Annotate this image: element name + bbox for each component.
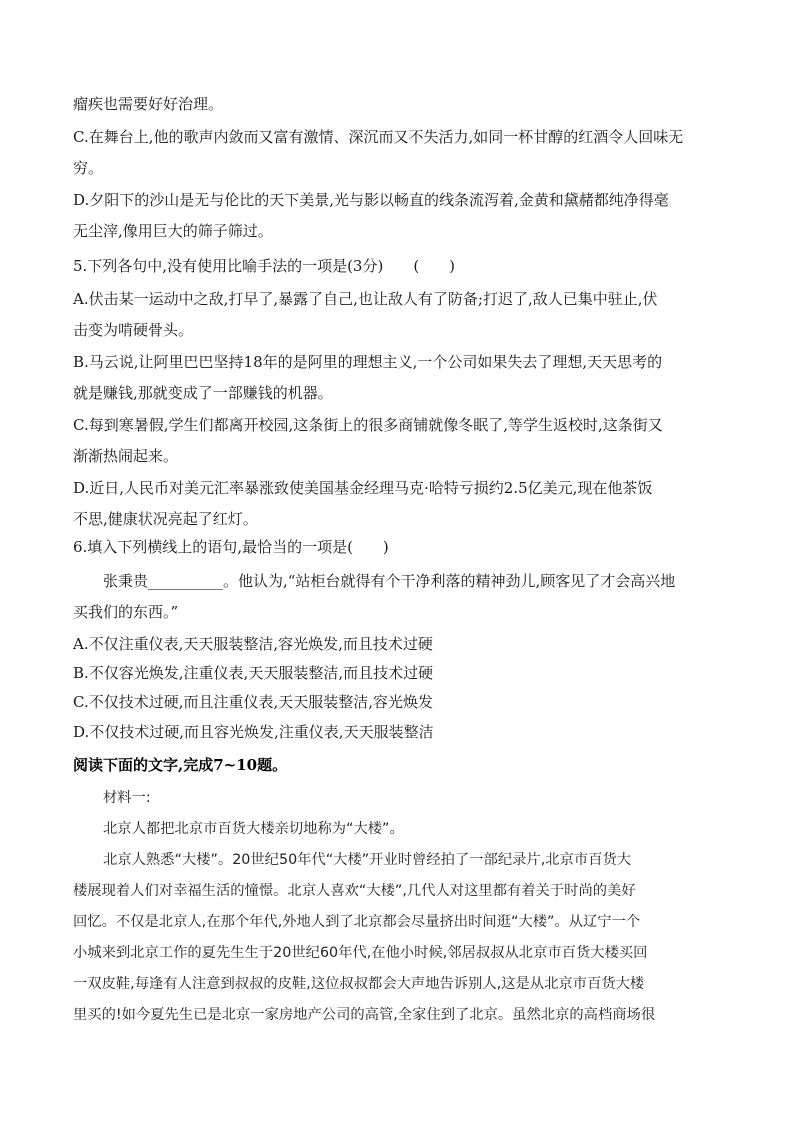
question-5-option-c: C.每到寒暑假,学生们都离开校园,这条街上的很多商铺就像冬眠了,等学生返校时,这条街又 bbox=[73, 416, 663, 434]
text-line: 击变为啃硬骨头。 bbox=[73, 321, 194, 339]
question-4-option-c: C.在舞台上,他的歌声内敛而又富有激情、深沉而又不失活力,如同一杯甘醇的红酒令人回味无 bbox=[73, 128, 684, 146]
text-line: 无尘滓,像用巨大的筛子筛过。 bbox=[73, 222, 273, 240]
material-paragraph-line: 北京人都把北京市百货大楼亲切地称为“大楼”。 bbox=[103, 821, 404, 837]
text-line: 就是赚钱,那就变成了一部赚钱的机器。 bbox=[73, 384, 333, 402]
text-line: 瘤疾也需要好好治理。 bbox=[73, 95, 224, 113]
question-6-option-c: C.不仅技术过硬,而且注重仪表,天天服装整洁,容光焕发 bbox=[73, 693, 434, 711]
text-line: 穷。 bbox=[73, 159, 104, 177]
question-5-option-a: A.伏击某一运动中之敌,打早了,暴露了自己,也让敌人有了防备;打迟了,敌人已集中驻止,伏 bbox=[73, 290, 658, 308]
material-paragraph-line: 回忆。不仅是北京人,在那个年代,外地人到了北京都会尽量挤出时间逛“大楼”。从辽宁一个 bbox=[73, 914, 641, 930]
material-paragraph-line: 小城来到北京工作的夏先生生于20世纪60年代,在他小时候,邻居叔叔从北京市百货大楼买回 bbox=[73, 945, 648, 961]
text-line: 渐渐热闹起来。 bbox=[73, 447, 179, 465]
question-5-option-d: D.近日,人民币对美元汇率暴涨致使美国基金经理马克·哈特亏损约2.5亿美元,现在他茶饭 bbox=[73, 479, 653, 497]
question-6-passage: 张秉贵__________。他认为,“站柜台就得有个干净利落的精神劲儿,顾客见了才会高兴地 bbox=[103, 572, 676, 590]
material-paragraph-line: 楼展现着人们对幸福生活的憧憬。北京人喜欢“大楼”,几代人对这里都有着关于时尚的美好 bbox=[73, 883, 636, 899]
question-6-prompt: 6.填入下列横线上的语句,最恰当的一项是( ) bbox=[73, 538, 389, 556]
material-label: 材料一: bbox=[103, 790, 151, 806]
question-6-option-b: B.不仅容光焕发,注重仪表,天天服装整洁,而且技术过硬 bbox=[73, 664, 434, 682]
material-paragraph-line: 里买的!如今夏先生已是北京一家房地产公司的高管,全家住到了北京。虽然北京的高档商场很 bbox=[73, 1007, 656, 1023]
text-line: 不思,健康状况亮起了红灯。 bbox=[73, 510, 258, 528]
question-6-option-d: D.不仅技术过硬,而且容光焕发,注重仪表,天天服装整洁 bbox=[73, 723, 434, 741]
question-4-option-d: D.夕阳下的沙山是无与伦比的天下美景,光与影以畅直的线条流泻着,金黄和黛赭都纯净得毫 bbox=[73, 191, 669, 209]
question-6-option-a: A.不仅注重仪表,天天服装整洁,容光焕发,而且技术过硬 bbox=[73, 635, 433, 653]
text-line: 买我们的东西。” bbox=[73, 603, 179, 621]
material-paragraph-line: 一双皮鞋,每逢有人注意到叔叔的皮鞋,这位叔叔都会大声地告诉别人,这是从北京市百货大楼 bbox=[73, 976, 645, 992]
question-5-option-b: B.马云说,让阿里巴巴坚持18年的是阿里的理想主义,一个公司如果失去了理想,天天思考的 bbox=[73, 353, 663, 371]
material-paragraph-line: 北京人熟悉“大楼”。20世纪50年代“大楼”开业时曾经拍了一部纪录片,北京市百货大 bbox=[103, 852, 632, 868]
question-5-prompt: 5.下列各句中,没有使用比喻手法的一项是(3分) ( ) bbox=[73, 257, 456, 275]
reading-section-heading: 阅读下面的文字,完成7~10题。 bbox=[73, 756, 288, 774]
